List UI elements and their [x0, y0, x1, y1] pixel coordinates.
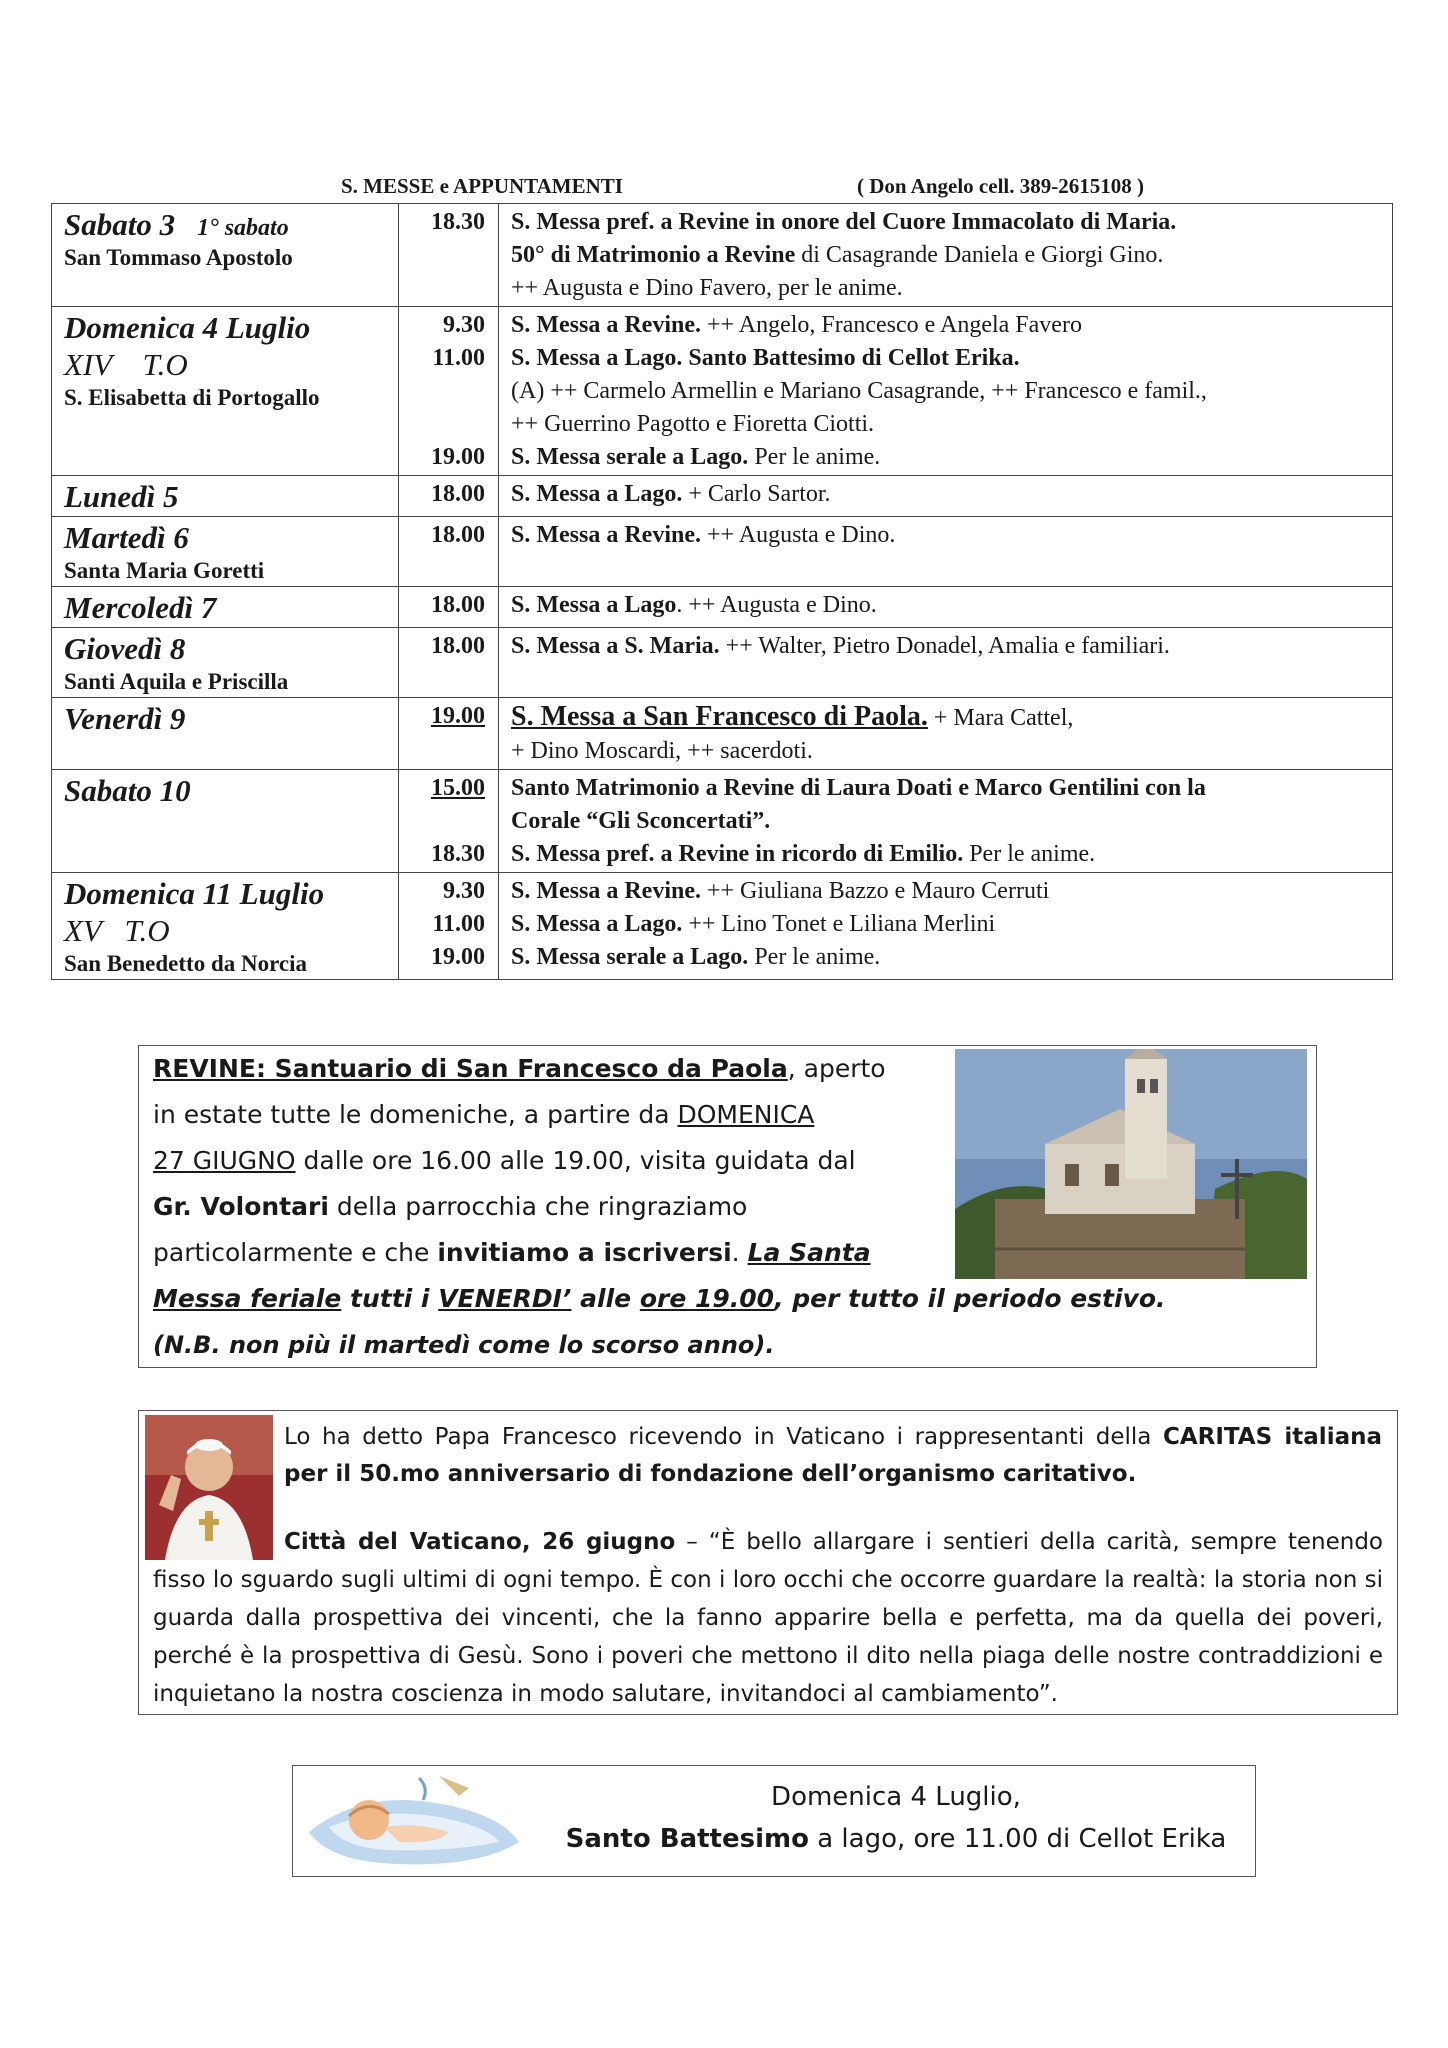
table-row: [52, 517, 1393, 587]
table-row: [52, 698, 1393, 770]
desc-line: ++ Augusta e Dino Favero, per le anime.: [511, 275, 903, 301]
time-cell: [399, 628, 499, 698]
time-cell: [399, 517, 499, 587]
time-cell: [399, 307, 499, 476]
table-row: [52, 307, 1393, 476]
desc-line: S. Messa serale a Lago. Per le anime.: [511, 444, 881, 470]
desc-cell: [499, 307, 1393, 476]
time-cell: [399, 204, 499, 307]
table-row: [52, 628, 1393, 698]
time-value: 18.00: [431, 522, 485, 548]
table-row: [52, 204, 1393, 307]
time-value: 11.00: [432, 911, 485, 937]
time-cell: [399, 587, 499, 628]
time-value: 9.30: [443, 878, 485, 904]
caritas-intro: Lo ha detto Papa Francesco ricevendo in Vaticano i rappresentanti della CARITAS italiana per il 50.mo anniversario di fondazione dell’organismo caritativo.: [284, 1424, 1382, 1487]
baptism-box: [292, 1765, 1256, 1877]
desc-cell: [499, 873, 1393, 980]
day-saint: Santa Maria Goretti: [64, 558, 265, 583]
day-saint: S. Elisabetta di Portogallo: [64, 385, 320, 410]
time-value: 18.30: [431, 841, 485, 867]
desc-line: (A) ++ Carmelo Armellin e Mariano Casagrande, ++ Francesco e famil.,: [511, 378, 1207, 404]
time-value: 18.00: [431, 592, 485, 618]
desc-line: S. Messa a S. Maria. ++ Walter, Pietro Donadel, Amalia e familiari.: [511, 633, 1170, 659]
desc-cell: [499, 587, 1393, 628]
time-value: 19.00: [431, 944, 485, 970]
sanctuary-photo: [955, 1049, 1307, 1279]
baptism-line1: Domenica 4 Luglio,: [771, 1782, 1021, 1812]
day-cell: [52, 873, 399, 980]
day-cell: [52, 628, 399, 698]
time-cell: [399, 476, 499, 517]
desc-line: S. Messa a Revine. ++ Angelo, Francesco e Angela Favero: [511, 312, 1082, 338]
header-contact: ( Don Angelo cell. 389-2615108 ): [857, 174, 1144, 198]
revine-notice-text: REVINE: Santuario di San Francesco da Paola, aperto in estate tutte le domeniche, a partire da DOMENICA 27 GIUGNO dalle ore 16.00 alle 19.00, visita guidata dal Gr. Volontari della parrocchia che ringraziamo particolarmente e che invitiamo a iscriversi. La Santa Messa feriale tutti i VENERDI’ alle ore 19.00, per tutto il periodo estivo. (N.B. non più il martedì come lo scorso anno).: [153, 1054, 1166, 1359]
desc-line: S. Messa pref. a Revine in ricordo di Emilio. Per le anime.: [511, 841, 1096, 867]
desc-line: Corale “Gli Sconcertati”.: [511, 808, 771, 834]
schedule-table: [51, 203, 1393, 980]
day-cell: [52, 770, 399, 873]
time-value: 9.30: [443, 312, 485, 338]
desc-line: S. Messa a Lago. ++ Lino Tonet e Liliana Merlini: [511, 911, 996, 937]
baptism-line2: Santo Battesimo a lago, ore 11.00 di Cellot Erika: [565, 1824, 1227, 1854]
time-cell: [399, 873, 499, 980]
time-value: 19.00: [431, 444, 485, 470]
desc-cell: [499, 517, 1393, 587]
desc-cell: [499, 770, 1393, 873]
desc-line: S. Messa a Revine. ++ Augusta e Dino.: [511, 522, 896, 548]
day-cell: [52, 698, 399, 770]
desc-line: S. Messa pref. a Revine in onore del Cuore Immacolato di Maria.: [511, 209, 1177, 235]
day-cell: [52, 476, 399, 517]
desc-line: S. Messa a Lago. ++ Augusta e Dino.: [511, 592, 877, 618]
table-row: [52, 587, 1393, 628]
time-value: 18.00: [431, 481, 485, 507]
desc-line: 50° di Matrimonio a Revine di Casagrande Daniela e Giorgi Gino.: [511, 242, 1164, 268]
caritas-place: Città del Vaticano, 26 giugno: [284, 1529, 676, 1555]
table-row: [52, 873, 1393, 980]
time-value: 11.00: [432, 345, 485, 371]
desc-line: S. Messa a Lago. Santo Battesimo di Cellot Erika.: [511, 345, 1020, 371]
table-row: [52, 476, 1393, 517]
time-cell: [399, 698, 499, 770]
baptism-text: [543, 1776, 1249, 1860]
day-name: Sabato 10: [64, 773, 191, 808]
time-value: 15.00: [431, 775, 485, 801]
day-cell: [52, 587, 399, 628]
table-row: [52, 770, 1393, 873]
day-name: Martedì 6: [64, 520, 189, 555]
day-extra: 1° sabato: [197, 215, 289, 241]
caritas-quote: Città del Vaticano, 26 giugno – “È bello allargare i sentieri della carità, sempre tenendo fisso lo sguardo sugli ultimi di ogni tempo. È con i loro occhi che occorre guardare la realtà: la storia non si guarda dalla prospettiva dei vincenti, che la fanno apparire bella e perfetta, ma da quella dei poveri, perché è la prospettiva di Gesù. Sono i poveri che mettono il dito nella piaga delle nostre contraddizioni e inquietano la nostra coscienza in modo salutare, invitandoci al cambiamento”.: [153, 1529, 1384, 1707]
day-sub: XIV T.O: [64, 347, 188, 382]
day-saint: San Tommaso Apostolo: [64, 245, 293, 270]
day-cell: [52, 307, 399, 476]
revine-nb: (N.B. non più il martedì come lo scorso anno).: [153, 1331, 775, 1359]
day-cell: [52, 204, 399, 307]
desc-line: Santo Matrimonio a Revine di Laura Doati e Marco Gentilini con la: [511, 775, 1206, 801]
baptism-illustration: [299, 1772, 529, 1870]
desc-cell: [499, 628, 1393, 698]
desc-cell: [499, 204, 1393, 307]
day-name: Sabato 3: [64, 207, 176, 242]
day-name: Lunedì 5: [64, 479, 179, 514]
day-name: Mercoledì 7: [64, 590, 217, 625]
time-value: 18.30: [431, 209, 485, 235]
day-sub: XV T.O: [64, 913, 170, 948]
day-saint: San Benedetto da Norcia: [64, 951, 307, 976]
revine-heading: REVINE: Santuario di San Francesco da Paola: [153, 1054, 788, 1083]
time-value: 18.00: [431, 633, 485, 659]
desc-line: S. Messa a Revine. ++ Giuliana Bazzo e Mauro Cerruti: [511, 878, 1050, 904]
time-cell: [399, 770, 499, 873]
day-saint: Santi Aquila e Priscilla: [64, 669, 289, 694]
time-value: 19.00: [431, 703, 485, 729]
desc-cell: [499, 476, 1393, 517]
desc-line: S. Messa a Lago. + Carlo Sartor.: [511, 481, 831, 507]
header-title: S. MESSE e APPUNTAMENTI: [341, 174, 623, 198]
desc-line: S. Messa serale a Lago. Per le anime.: [511, 944, 881, 970]
day-cell: [52, 517, 399, 587]
day-name: Domenica 11 Luglio: [64, 876, 325, 911]
desc-line: S. Messa a San Francesco di Paola. + Mara Cattel,: [511, 701, 1074, 732]
desc-cell: [499, 698, 1393, 770]
revine-notice-box: [138, 1045, 1317, 1368]
day-name: Venerdì 9: [64, 701, 186, 736]
day-name: Giovedì 8: [64, 631, 186, 666]
caritas-box: [138, 1410, 1398, 1715]
desc-line: ++ Guerrino Pagotto e Fioretta Ciotti.: [511, 411, 875, 437]
day-name: Domenica 4 Luglio: [64, 310, 311, 345]
desc-line: + Dino Moscardi, ++ sacerdoti.: [511, 738, 813, 764]
